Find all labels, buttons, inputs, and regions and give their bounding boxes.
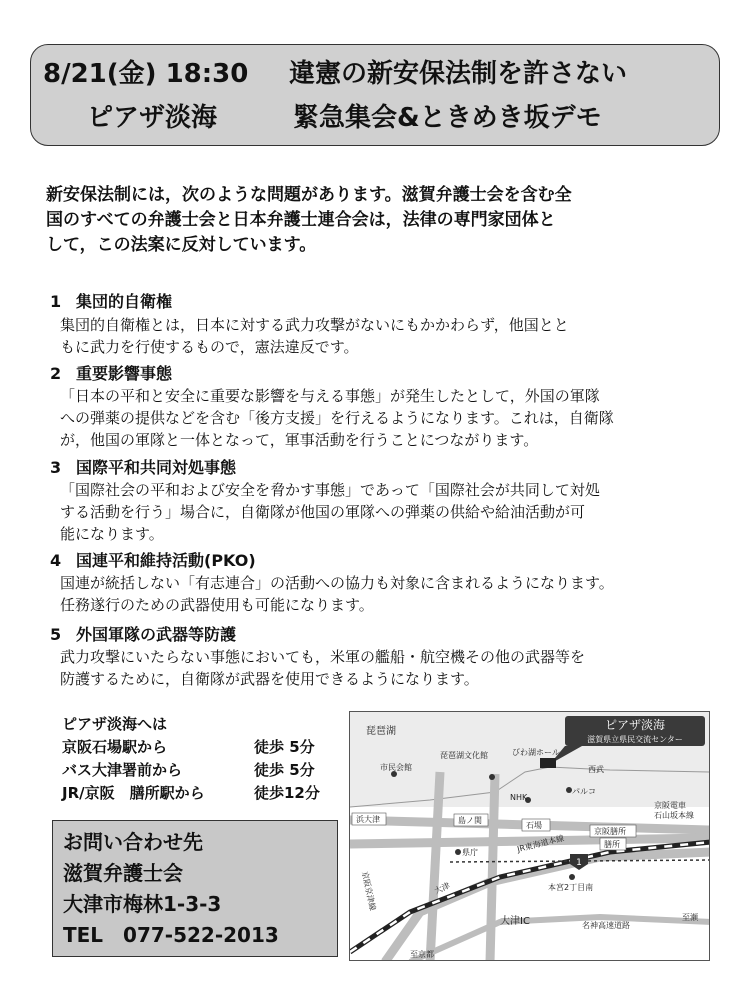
section-1-title: 1 集団的自衛権	[50, 292, 173, 311]
meishin-label: 名神高速道路	[582, 921, 630, 930]
road-center	[490, 774, 495, 961]
section-2-body: 「日本の平和と安全に重要な影響を与える事態」が発生したとして，外国の軍隊 への弾薬の提供などを含む「後方支援」を行えるようになります。これは，自衛隊 が，他国の軍隊と一体となって，軍事活動を行うことにつながります。	[60, 387, 614, 449]
city-hall-label: 市民会館	[380, 763, 412, 772]
venue-building	[540, 758, 556, 768]
hall-label: びわ湖ホール	[512, 748, 560, 757]
hamaotsu-label: 浜大津	[356, 815, 380, 824]
access-route: 京阪石場駅から 徒歩 5分	[62, 738, 315, 756]
parco-label: パルコ	[572, 787, 596, 796]
to-kyoto-label: 至京都	[410, 950, 434, 959]
section-1-body: 集団的自衛権とは，日本に対する武力攻撃がないにもかかわらず，他国とと もに武力を行使するもので，憲法違反です。	[60, 316, 569, 356]
access-info	[62, 713, 320, 805]
keishin-line-label: 京阪京津線	[360, 870, 378, 912]
access-route: JR/京阪 膳所駅から 徒歩12分	[62, 784, 320, 802]
access-map	[349, 711, 710, 961]
jr-line-label: JR東海道本線	[516, 833, 565, 854]
nhk-label: NHK	[510, 793, 528, 802]
honmaru-marker	[569, 874, 575, 880]
section-5-title: 5 外国軍隊の武器等防護	[50, 625, 237, 644]
map-venue-name: ピアザ淡海	[604, 718, 666, 732]
event-title: 違憲の新安保法制を許さない	[289, 59, 628, 89]
event-subtitle: 緊急集会&ときめき坂デモ	[293, 103, 602, 133]
ishiba-label: 石場	[526, 821, 542, 830]
event-datetime: 8/21(金) 18:30	[43, 59, 249, 89]
title-banner	[30, 44, 720, 146]
section-4-body: 国連が統括しない「有志連合」の活動への協力も対象に含まれるようになります。 任務遂行のための武器使用も可能になります。	[60, 574, 614, 614]
contact-tel: TEL 077-522-2013	[63, 923, 279, 947]
map-venue-sub: 滋賀県立県民交流センター	[587, 735, 683, 744]
access-route: バス大津署前から 徒歩 5分	[62, 761, 315, 779]
museum-marker	[489, 774, 495, 780]
pref-office-label: 県庁	[462, 848, 478, 857]
contact-address: 大津市梅林1-3-3	[63, 892, 222, 916]
section-4-title: 4 国連平和維持活動(PKO)	[50, 551, 256, 570]
contact-box	[52, 820, 338, 957]
lake-label: 琵琶湖	[366, 726, 396, 737]
zeze-label: 膳所	[604, 840, 620, 849]
section-2-title: 2 重要影響事態	[50, 364, 173, 383]
keihan-zeze-label: 京阪膳所	[594, 827, 626, 836]
map-drawing	[350, 712, 710, 961]
keihan-label: 京阪電車	[654, 801, 686, 810]
section-3-body: 「国際社会の平和および安全を脅かす事態」であって「国際社会が共同して対処 する活動を行う」場合に，自衛隊が他国の軍隊への弾薬の供給や給油活動が可 能になります。	[60, 481, 600, 543]
setahigashi-label: 至瀬	[682, 913, 698, 922]
shimanoseki-label: 島ノ関	[458, 816, 482, 825]
museum-label: 琵琶湖文化館	[440, 751, 488, 760]
section-5-body: 武力攻撃にいたらない事態においても，米軍の艦船・航空機その他の武器等を 防護するために，自衛隊が武器を使用できるようになります。	[60, 648, 586, 688]
contact-heading: お問い合わせ先	[63, 830, 203, 854]
section-3-title: 3 国際平和共同対処事態	[50, 458, 237, 477]
event-venue: ピアザ淡海	[87, 103, 218, 133]
otsu-label: 大津	[433, 880, 452, 896]
honmaru-label: 本宮2丁目南	[548, 883, 594, 892]
access-heading: ピアザ淡海へは	[62, 715, 168, 733]
route-1-label: 1	[576, 858, 582, 868]
pref-office-marker	[455, 849, 461, 855]
ishiyama-label: 石山坂本線	[654, 811, 694, 820]
intro-paragraph: 新安保法制には，次のような問題があります。滋賀弁護士会を含む全 国のすべての弁護士会と日本弁護士連合会は，法律の専門家団体と して，この法案に反対しています。	[46, 185, 572, 255]
contact-org: 滋賀弁護士会	[63, 861, 183, 885]
seibu-label: 西武	[588, 765, 604, 774]
otsu-ic-label: 大津IC	[500, 916, 530, 927]
meishin-expressway	[410, 917, 710, 961]
